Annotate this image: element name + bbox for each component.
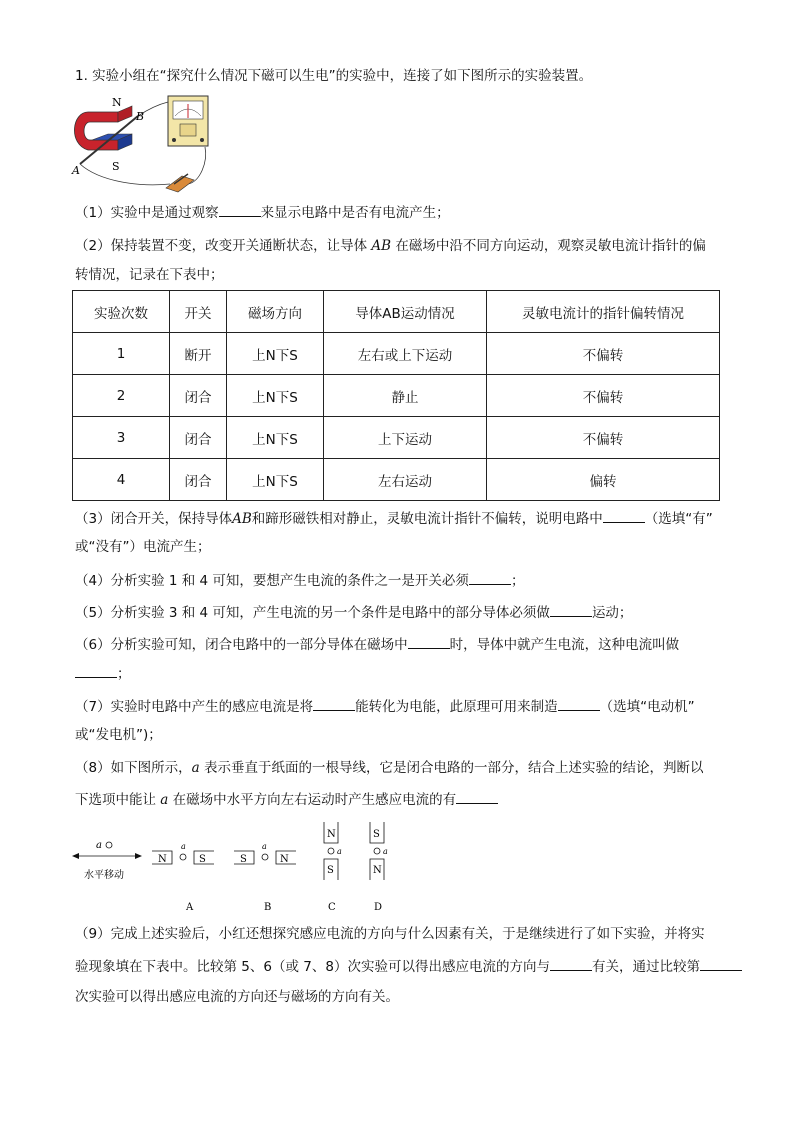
option-b: [234, 842, 296, 913]
table-row: [73, 375, 720, 417]
table-cell: 左右或上下运动: [324, 333, 487, 375]
pole-label: S: [373, 829, 380, 840]
answer-blank[interactable]: [75, 663, 117, 678]
table-cell: 上N下S: [227, 417, 324, 459]
label-s: S: [112, 160, 120, 173]
answer-blank[interactable]: [603, 508, 645, 523]
svg-text:a: a: [337, 847, 342, 856]
option-d: [370, 822, 388, 913]
pole-label: S: [240, 854, 247, 865]
sub-question-9: （9）完成上述实验后，小红还想探究感应电流的方向与什么因素有关，于是继续进行了如下实验，并将实: [75, 926, 705, 942]
sub-question-4: （4）分析实验 1 和 4 可知，要想产生电流的条件之一是开关必须 ；: [75, 570, 524, 591]
sub-question-2-cont: 转情况，记录在下表中；: [75, 267, 224, 283]
galvanometer-icon: [168, 96, 208, 146]
sub-question-8-cont: 下选项中能让 a 在磁场中水平方向左右运动时产生感应电流的有: [75, 789, 498, 810]
sub-question-7: （7）实验时电路中产生的感应电流是将 能转化为电能，此原理可用来制造 （选填“电动机”: [75, 696, 695, 717]
table-cell: 上下运动: [324, 417, 487, 459]
answer-blank[interactable]: [456, 789, 498, 804]
question-intro: 1. 实验小组在“探究什么情况下磁可以生电”的实验中，连接了如下图所示的实验装置。: [75, 68, 593, 84]
option-label: A: [186, 902, 194, 913]
table-cell: 不偏转: [487, 417, 720, 459]
pole-label: N: [280, 854, 289, 865]
pole-label: S: [327, 865, 334, 876]
table-cell: 断开: [170, 333, 227, 375]
option-a: [152, 842, 214, 913]
table-row: [73, 459, 720, 501]
answer-blank[interactable]: [219, 202, 261, 217]
svg-text:a: a: [383, 847, 388, 856]
sub-question-6: （6）分析实验可知，闭合电路中的一部分导体在磁场中 时，导体中就产生电流，这种电流叫做: [75, 634, 679, 655]
answer-blank[interactable]: [313, 696, 355, 711]
sub-question-3-cont: 或“没有”）电流产生；: [75, 539, 211, 555]
table-cell: 不偏转: [487, 333, 720, 375]
table-cell: 闭合: [170, 375, 227, 417]
pole-label: N: [158, 854, 167, 865]
options-figure: [66, 818, 406, 918]
label-n: N: [112, 96, 122, 109]
col-header: 实验次数: [73, 291, 170, 333]
sub-question-9-cont: 验现象填在下表中。比较第 5、6（或 7、8）次实验可以得出感应电流的方向与 有关，通过比较第: [75, 956, 742, 977]
answer-blank[interactable]: [408, 634, 450, 649]
table-cell: 4: [73, 459, 170, 501]
wire-a-icon: [106, 842, 112, 848]
sub-question-1: （1）实验中是通过观察 来显示电路中是否有电流产生；: [75, 202, 450, 223]
table-cell: 上N下S: [227, 333, 324, 375]
table-header-row: [73, 291, 720, 333]
answer-blank[interactable]: [700, 956, 742, 971]
table-cell: 上N下S: [227, 375, 324, 417]
table-cell: 静止: [324, 375, 487, 417]
move-label: 水平移动: [84, 870, 124, 881]
move-arrow: [72, 853, 142, 859]
sub-question-9-cont2: 次实验可以得出感应电流的方向还与磁场的方向有关。: [75, 989, 399, 1005]
sub-question-7-cont: 或“发电机”)；: [75, 727, 162, 743]
sub-question-3: （3）闭合开关，保持导体AB和蹄形磁铁相对静止，灵敏电流计指针不偏转，说明电路中 （选填“有”: [75, 508, 713, 529]
svg-text:a: a: [181, 842, 186, 851]
table-cell: 2: [73, 375, 170, 417]
svg-text:a: a: [262, 842, 267, 851]
pole-label: N: [327, 829, 336, 840]
sub-question-2: （2）保持装置不变，改变开关通断状态，让导体 AB 在磁场中沿不同方向运动，观察灵敏电流计指针的偏: [75, 238, 706, 254]
answer-blank[interactable]: [550, 956, 592, 971]
wire-label: a: [96, 840, 102, 851]
label-b: B: [136, 110, 145, 123]
table-cell: 偏转: [487, 459, 720, 501]
table-row: [73, 333, 720, 375]
table-cell: 3: [73, 417, 170, 459]
col-header: 导体AB运动情况: [324, 291, 487, 333]
option-label: D: [374, 902, 383, 913]
table-cell: 上N下S: [227, 459, 324, 501]
col-header: 磁场方向: [227, 291, 324, 333]
table-cell: 左右运动: [324, 459, 487, 501]
sub-question-8: （8）如下图所示，a 表示垂直于纸面的一根导线，它是闭合电路的一部分，结合上述实验的结论，判断以: [75, 760, 704, 776]
pole-label: N: [373, 865, 382, 876]
sub-question-6-cont: ；: [75, 663, 131, 684]
table-row: [73, 417, 720, 459]
table-cell: 不偏转: [487, 375, 720, 417]
label-a: A: [72, 164, 80, 177]
answer-blank[interactable]: [550, 602, 592, 617]
col-header: 灵敏电流计的指针偏转情况: [487, 291, 720, 333]
experiment-table: [72, 290, 720, 501]
option-label: B: [264, 902, 272, 913]
answer-blank[interactable]: [469, 570, 511, 585]
switch-icon: [166, 174, 194, 192]
sub-question-5: （5）分析实验 3 和 4 可知，产生电流的另一个条件是电路中的部分导体必须做 运动；: [75, 602, 632, 623]
table-cell: 1: [73, 333, 170, 375]
answer-blank[interactable]: [558, 696, 600, 711]
option-label: C: [328, 902, 336, 913]
horseshoe-magnet: [74, 112, 118, 150]
table-cell: 闭合: [170, 417, 227, 459]
apparatus-figure: [70, 92, 220, 197]
col-header: 开关: [170, 291, 227, 333]
option-c: [324, 822, 342, 913]
pole-label: S: [199, 854, 206, 865]
table-cell: 闭合: [170, 459, 227, 501]
